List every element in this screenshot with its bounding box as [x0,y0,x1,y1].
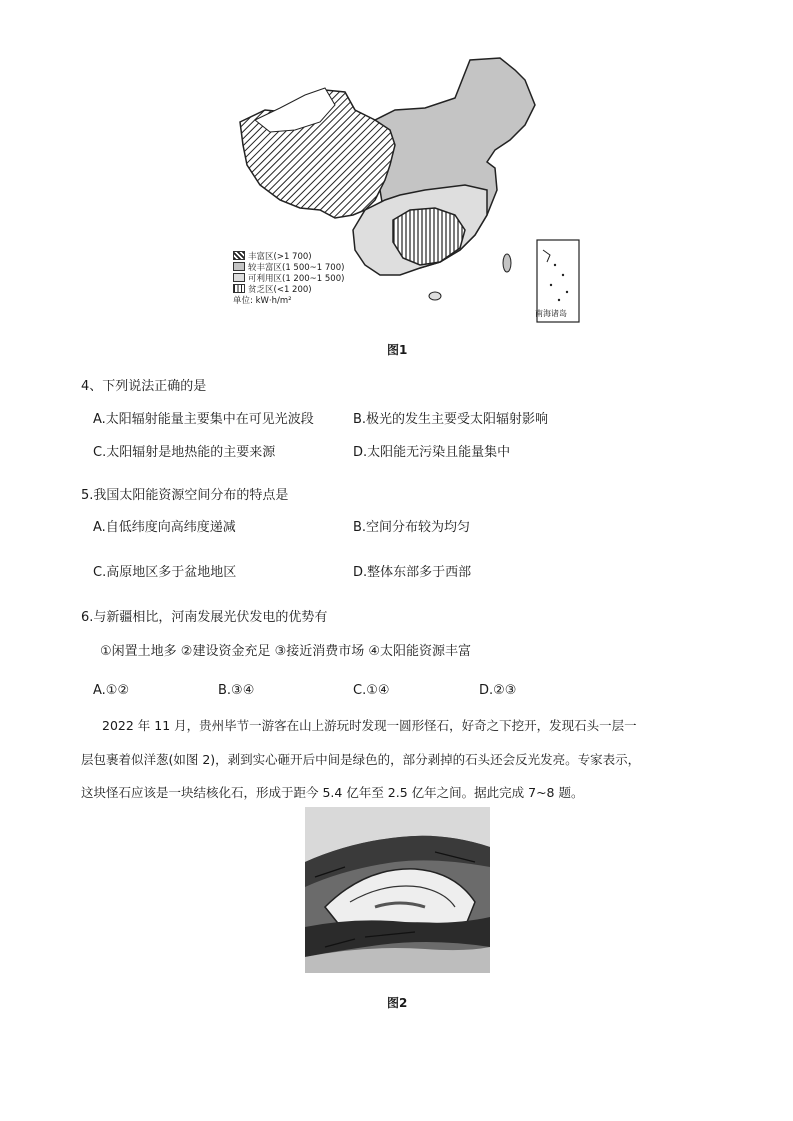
q6-option-b: B.③④ [218,683,255,698]
q5-option-b: B.空间分布较为均匀 [353,520,471,535]
passage-line-2: 层包裹着似洋葱(如图 2)，剥到实心砸开后中间是绿色的，部分剥掉的石头还会反光发亮。专家表示， [81,752,641,767]
q5-option-c: C.高原地区多于盆地地区 [93,565,237,580]
q5-option-d: D.整体东部多于西部 [353,565,472,580]
passage-line-1: 2022 年 11 月，贵州毕节一游客在山上游玩时发现一圆形怪石，好奇之下挖开，发现石头一层一 [102,718,637,733]
q5-option-a: A.自低纬度向高纬度递减 [93,520,236,535]
map-legend [233,250,344,305]
figure-2-photo [305,807,490,973]
q6-option-a: A.①② [93,683,130,698]
q4-option-c: C.太阳辐射是地热能的主要来源 [93,445,276,460]
legend-item: 丰富区(>1 700) [233,250,344,261]
concretion-fossil-image [305,807,490,973]
q4-option-b: B.极光的发生主要受太阳辐射影响 [353,412,549,427]
q6-statements: ①闲置土地多 ②建设资金充足 ③接近消费市场 ④太阳能资源丰富 [100,644,472,659]
q6-stem: 6.与新疆相比，河南发展光伏发电的优势有 [81,610,328,625]
q4-option-a: A.太阳辐射能量主要集中在可见光波段 [93,412,314,427]
q4-stem: 4、下列说法正确的是 [81,379,207,394]
passage-line-3: 这块怪石应该是一块结核化石，形成于距今 5.4 亿年至 2.5 亿年之间。据此完成 7~8 题。 [81,785,584,800]
q5-stem: 5.我国太阳能资源空间分布的特点是 [81,488,289,503]
figure-1 [225,50,585,330]
q6-option-c: C.①④ [353,683,390,698]
legend-unit: 单位: kW·h/m² [233,295,292,306]
map-region-vert [393,208,465,265]
figure-2-caption: 图2 [387,996,408,1010]
q6-option-d: D.②③ [479,683,517,698]
map-hainan [429,292,441,300]
q4-option-d: D.太阳能无污染且能量集中 [353,445,511,460]
figure-1-caption: 图1 [387,343,408,357]
legend-item: 较丰富区(1 500~1 700) [233,261,344,272]
legend-item: 贫乏区(<1 200) [233,283,344,294]
inset-label: 南海诸岛 [535,309,567,318]
legend-item: 可利用区(1 200~1 500) [233,272,344,283]
map-taiwan [503,254,511,272]
